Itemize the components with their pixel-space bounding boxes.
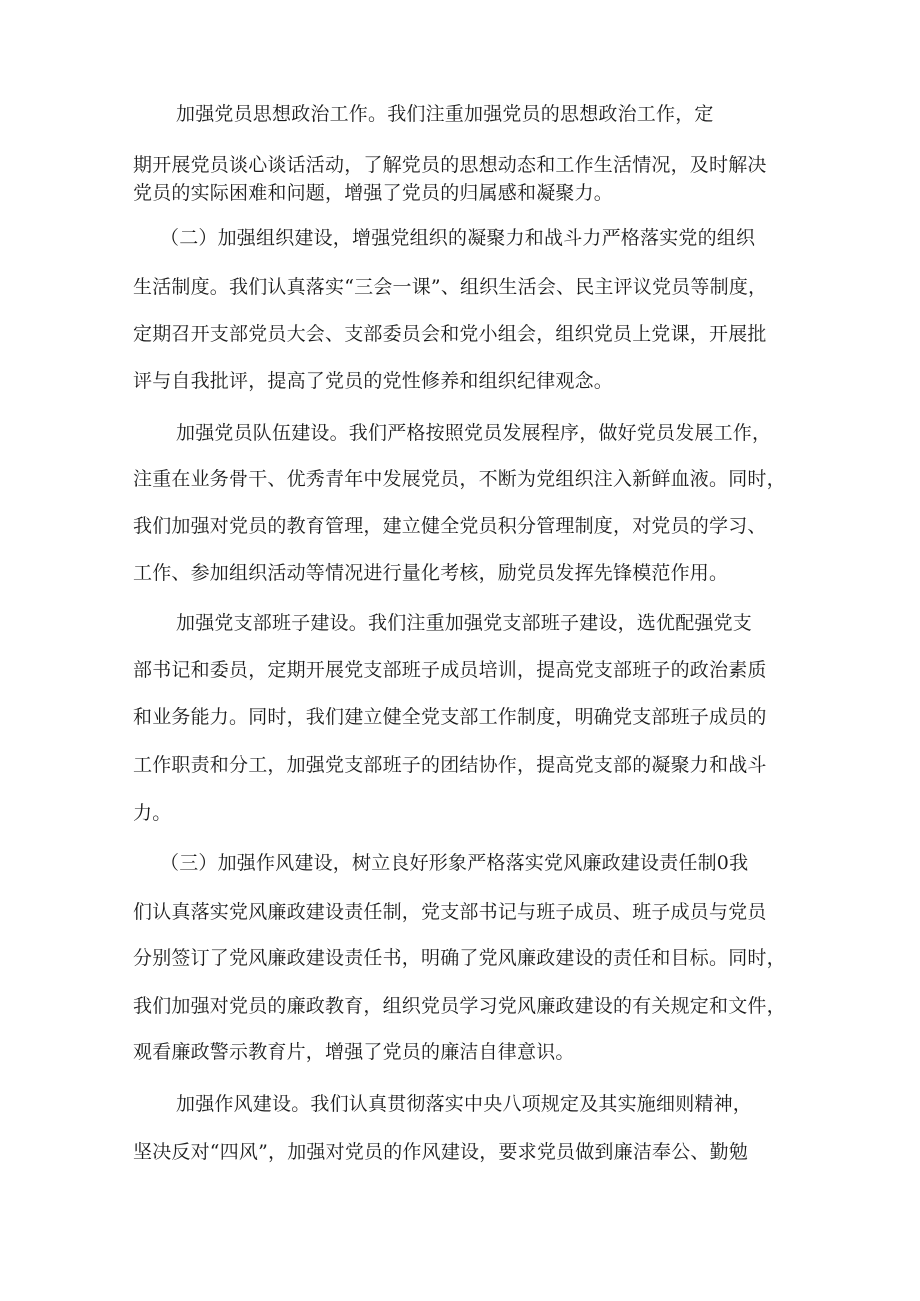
paragraph-line: 定期召开支部党员大会、支部委员会和党小组会，组织党员上党课，开展批 bbox=[133, 323, 767, 345]
paragraph-line: 坚决反对“四风”，加强对党员的作风建设，要求党员做到廉洁奉公、勤勉 bbox=[133, 1141, 749, 1163]
paragraph-line: 工作职责和分工，加强党支部班子的团结协作，提高党支部的凝聚力和战斗 bbox=[133, 754, 767, 776]
paragraph-line: 我们加强对党员的教育管理，建立健全党员积分管理制度，对党员的学习、 bbox=[133, 515, 767, 537]
section-heading-line: （三）加强作风建设，树立良好形象严格落实党风廉政建设责任制0我 bbox=[160, 852, 749, 874]
paragraph-line: 们认真落实党风廉政建设责任制，党支部书记与班子成员、班子成员与党员 bbox=[133, 901, 767, 923]
paragraph-line: 加强党支部班子建设。我们注重加强党支部班子建设，选优配强党支 bbox=[176, 612, 753, 634]
paragraph-line: 党员的实际困难和问题，增强了党员的归属感和凝聚力。 bbox=[133, 182, 614, 204]
paragraph-line: 我们加强对党员的廉政教育，组织党员学习党风廉政建设的有关规定和文件， bbox=[133, 995, 786, 1017]
paragraph-line: 生活制度。我们认真落实“三会一课”、组织生活会、民主评议党员等制度， bbox=[133, 276, 768, 298]
paragraph-line: 和业务能力。同时，我们建立健全党支部工作制度，明确党支部班子成员的 bbox=[133, 706, 767, 728]
paragraph-line: 部书记和委员，定期开展党支部班子成员培训，提高党支部班子的政治素质 bbox=[133, 659, 767, 681]
paragraph-line: 分别签订了党风廉政建设责任书，明确了党风廉政建设的责任和目标。同时， bbox=[133, 947, 786, 969]
paragraph-line: 加强党员思想政治工作。我们注重加强党员的思想政治工作，定 bbox=[176, 103, 714, 125]
paragraph-line: 加强党员队伍建设。我们严格按照党员发展程序，做好党员发展工作， bbox=[176, 422, 772, 444]
paragraph-line: 期开展党员谈心谈话活动，了解党员的思想动态和工作生活情况，及时解决 bbox=[133, 154, 767, 176]
paragraph-line: 加强作风建设。我们认真贯彻落实中央八项规定及其实施细则精神， bbox=[176, 1093, 753, 1115]
paragraph-line: 注重在业务骨干、优秀青年中发展党员，不断为党组织注入新鲜血液。同时， bbox=[133, 468, 786, 490]
paragraph-line: 评与自我批评，提高了党员的党性修养和组织纪律观念。 bbox=[133, 370, 614, 392]
paragraph-line: 力。 bbox=[133, 802, 172, 824]
section-heading-line: （二）加强组织建设，增强党组织的凝聚力和战斗力严格落实党的组织 bbox=[160, 227, 756, 249]
paragraph-line: 工作、参加组织活动等情况进行量化考核，励党员发挥先锋模范作用。 bbox=[133, 562, 729, 584]
paragraph-line: 观看廉政警示教育片，增强了党员的廉洁自律意识。 bbox=[133, 1041, 575, 1063]
